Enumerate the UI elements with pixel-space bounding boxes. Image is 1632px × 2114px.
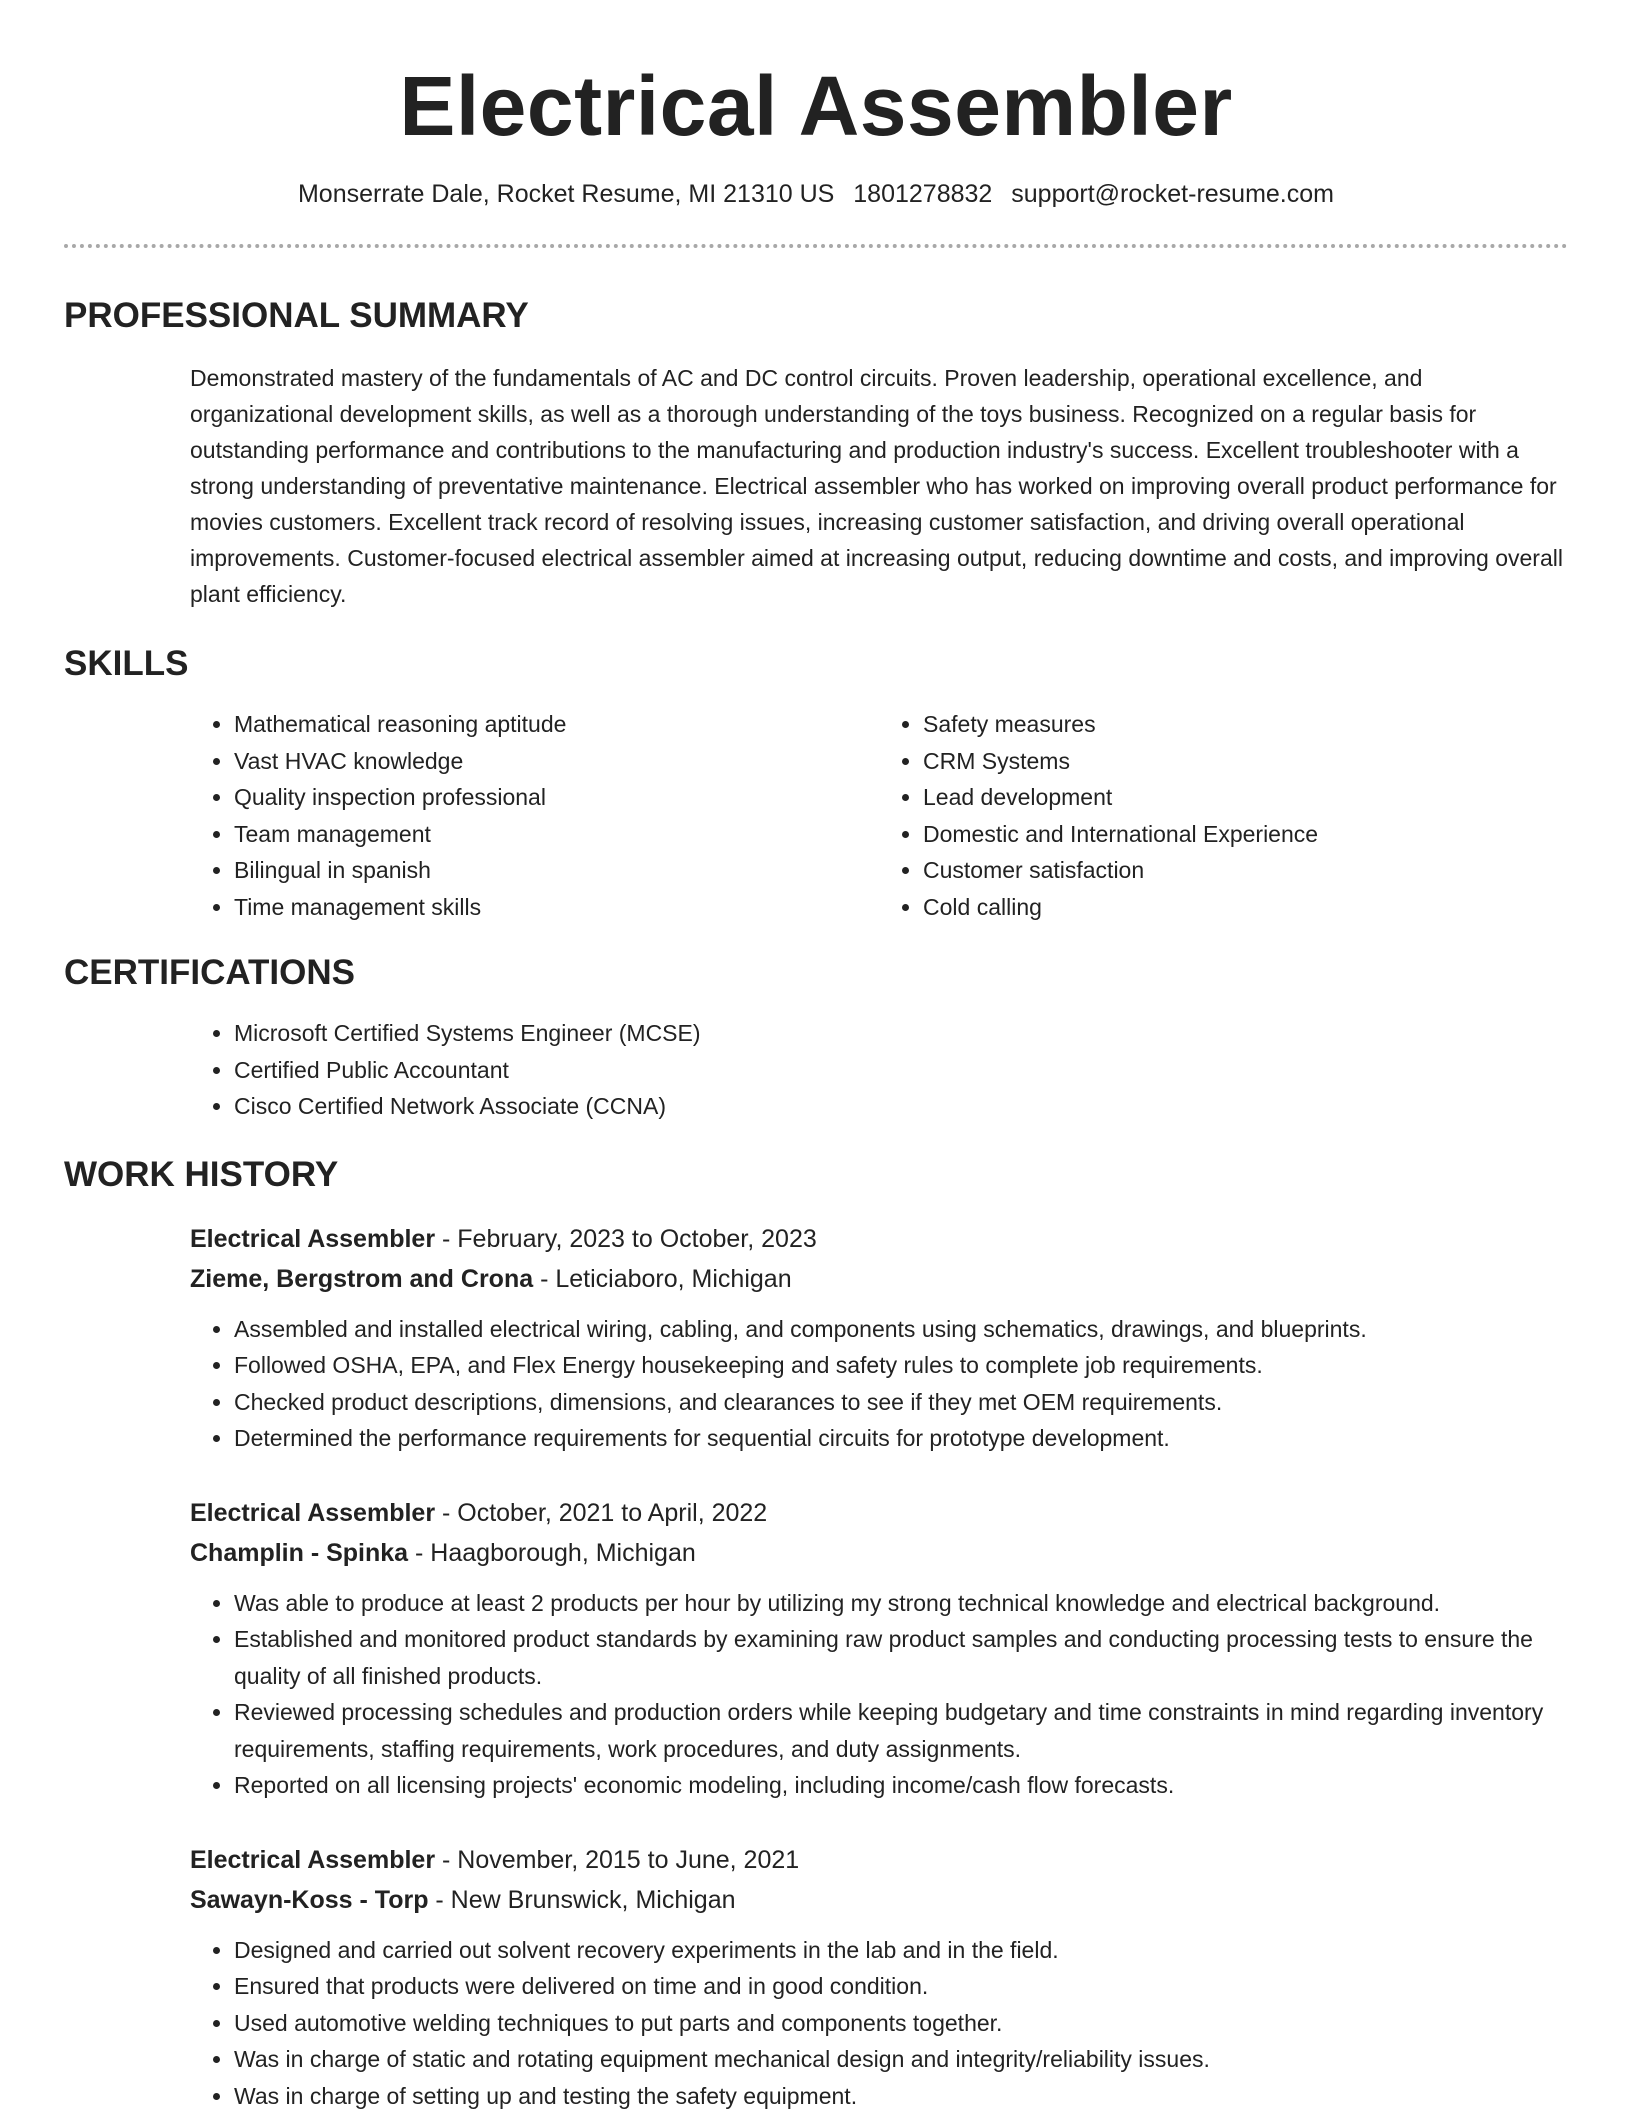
job-company-line [190, 1259, 1568, 1299]
skills-heading: SKILLS [64, 642, 1568, 686]
skill-item: • Quality inspection professional [234, 779, 879, 816]
job-location: - Leticiaboro, Michigan [533, 1265, 791, 1293]
job-company: Zieme, Bergstrom and Crona [190, 1265, 533, 1293]
contact-email: support@rocket-resume.com [1011, 180, 1334, 208]
job-role: Electrical Assembler [190, 1499, 435, 1527]
job-dates: - November, 2015 to June, 2021 [435, 1846, 799, 1874]
certifications-list [190, 1015, 1568, 1125]
skill-item: • Customer satisfaction [923, 852, 1568, 889]
job-entry [190, 1840, 1568, 2114]
job-dates: - October, 2021 to April, 2022 [435, 1499, 767, 1527]
job-title-line [190, 1840, 1568, 1880]
skills-columns [190, 706, 1568, 925]
job-bullet: • Was able to produce at least 2 products per hour by utilizing my strong technical knowledge and electrical background. [234, 1585, 1568, 1622]
skill-item: • Cold calling [923, 889, 1568, 926]
job-role: Electrical Assembler [190, 1846, 435, 1874]
job-location: - New Brunswick, Michigan [428, 1886, 735, 1914]
skill-item: • Domestic and International Experience [923, 816, 1568, 853]
job-entry [190, 1219, 1568, 1457]
job-bullet: • Used automotive welding techniques to put parts and components together. [234, 2005, 1568, 2042]
certifications-heading: CERTIFICATIONS [64, 951, 1568, 995]
job-bullets [190, 1311, 1568, 1457]
job-bullets [190, 1932, 1568, 2114]
skill-item: • CRM Systems [923, 743, 1568, 780]
job-role: Electrical Assembler [190, 1225, 435, 1253]
job-bullet: • Ensured that products were delivered on time and in good condition. [234, 1968, 1568, 2005]
job-title-line [190, 1493, 1568, 1533]
job-bullet: • Reviewed processing schedules and production orders while keeping budgetary and time constraints in mind regarding inventory requirements, staffing requirements, work procedures, and duty assignments. [234, 1694, 1568, 1767]
certification-item: • Certified Public Accountant [234, 1052, 1568, 1089]
job-dates: - February, 2023 to October, 2023 [435, 1225, 817, 1253]
contact-phone: 1801278832 [853, 180, 992, 208]
skills-right-list [879, 706, 1568, 925]
contact-address: Monserrate Dale, Rocket Resume, MI 21310 US [298, 180, 834, 208]
job-bullet: • Was in charge of setting up and testing the safety equipment. [234, 2078, 1568, 2114]
job-company: Champlin - Spinka [190, 1539, 408, 1567]
job-company-line [190, 1880, 1568, 1920]
header-divider [64, 244, 1568, 248]
skill-item: • Safety measures [923, 706, 1568, 743]
skills-left-list [190, 706, 879, 925]
job-bullet: • Determined the performance requirements for sequential circuits for prototype development. [234, 1420, 1568, 1457]
job-bullet: • Assembled and installed electrical wiring, cabling, and components using schematics, drawings, and blueprints. [234, 1311, 1568, 1348]
job-bullet: • Reported on all licensing projects' economic modeling, including income/cash flow forecasts. [234, 1767, 1568, 1804]
job-company-line [190, 1533, 1568, 1573]
job-company: Sawayn-Koss - Torp [190, 1886, 428, 1914]
job-bullet: • Established and monitored product standards by examining raw product samples and conducting processing tests to ensure the quality of all finished products. [234, 1621, 1568, 1694]
job-location: - Haagborough, Michigan [408, 1539, 696, 1567]
contact-line [64, 178, 1568, 210]
work-history-heading: WORK HISTORY [64, 1153, 1568, 1197]
skill-item: • Time management skills [234, 889, 879, 926]
job-entry [190, 1493, 1568, 1804]
summary-text: Demonstrated mastery of the fundamentals of AC and DC control circuits. Proven leadership, operational excellence, and organizational development skills, as well as a thorough understanding of the toys business. Recognized on a regular basis for outstanding performance and contributions to the manufacturing and production industry's success. Excellent troubleshooter with a strong understanding of preventative maintenance. Electrical assembler who has worked on improving overall product performance for movies customers. Excellent track record of resolving issues, increasing customer satisfaction, and driving overall operational improvements. Customer-focused electrical assembler aimed at increasing output, reducing downtime and costs, and improving overall plant efficiency. [190, 360, 1568, 612]
job-bullet: • Was in charge of static and rotating equipment mechanical design and integrity/reliability issues. [234, 2041, 1568, 2078]
certification-item: • Cisco Certified Network Associate (CCNA) [234, 1088, 1568, 1125]
skill-item: • Bilingual in spanish [234, 852, 879, 889]
summary-heading: PROFESSIONAL SUMMARY [64, 294, 1568, 338]
certification-item: • Microsoft Certified Systems Engineer (MCSE) [234, 1015, 1568, 1052]
skill-item: • Team management [234, 816, 879, 853]
job-title-line [190, 1219, 1568, 1259]
job-bullet: • Followed OSHA, EPA, and Flex Energy housekeeping and safety rules to complete job requirements. [234, 1347, 1568, 1384]
job-bullet: • Designed and carried out solvent recovery experiments in the lab and in the field. [234, 1932, 1568, 1969]
job-bullet: • Checked product descriptions, dimensions, and clearances to see if they met OEM requirements. [234, 1384, 1568, 1421]
resume-name: Electrical Assembler [64, 0, 1568, 154]
job-bullets [190, 1585, 1568, 1804]
skill-item: • Lead development [923, 779, 1568, 816]
skill-item: • Vast HVAC knowledge [234, 743, 879, 780]
skill-item: • Mathematical reasoning aptitude [234, 706, 879, 743]
